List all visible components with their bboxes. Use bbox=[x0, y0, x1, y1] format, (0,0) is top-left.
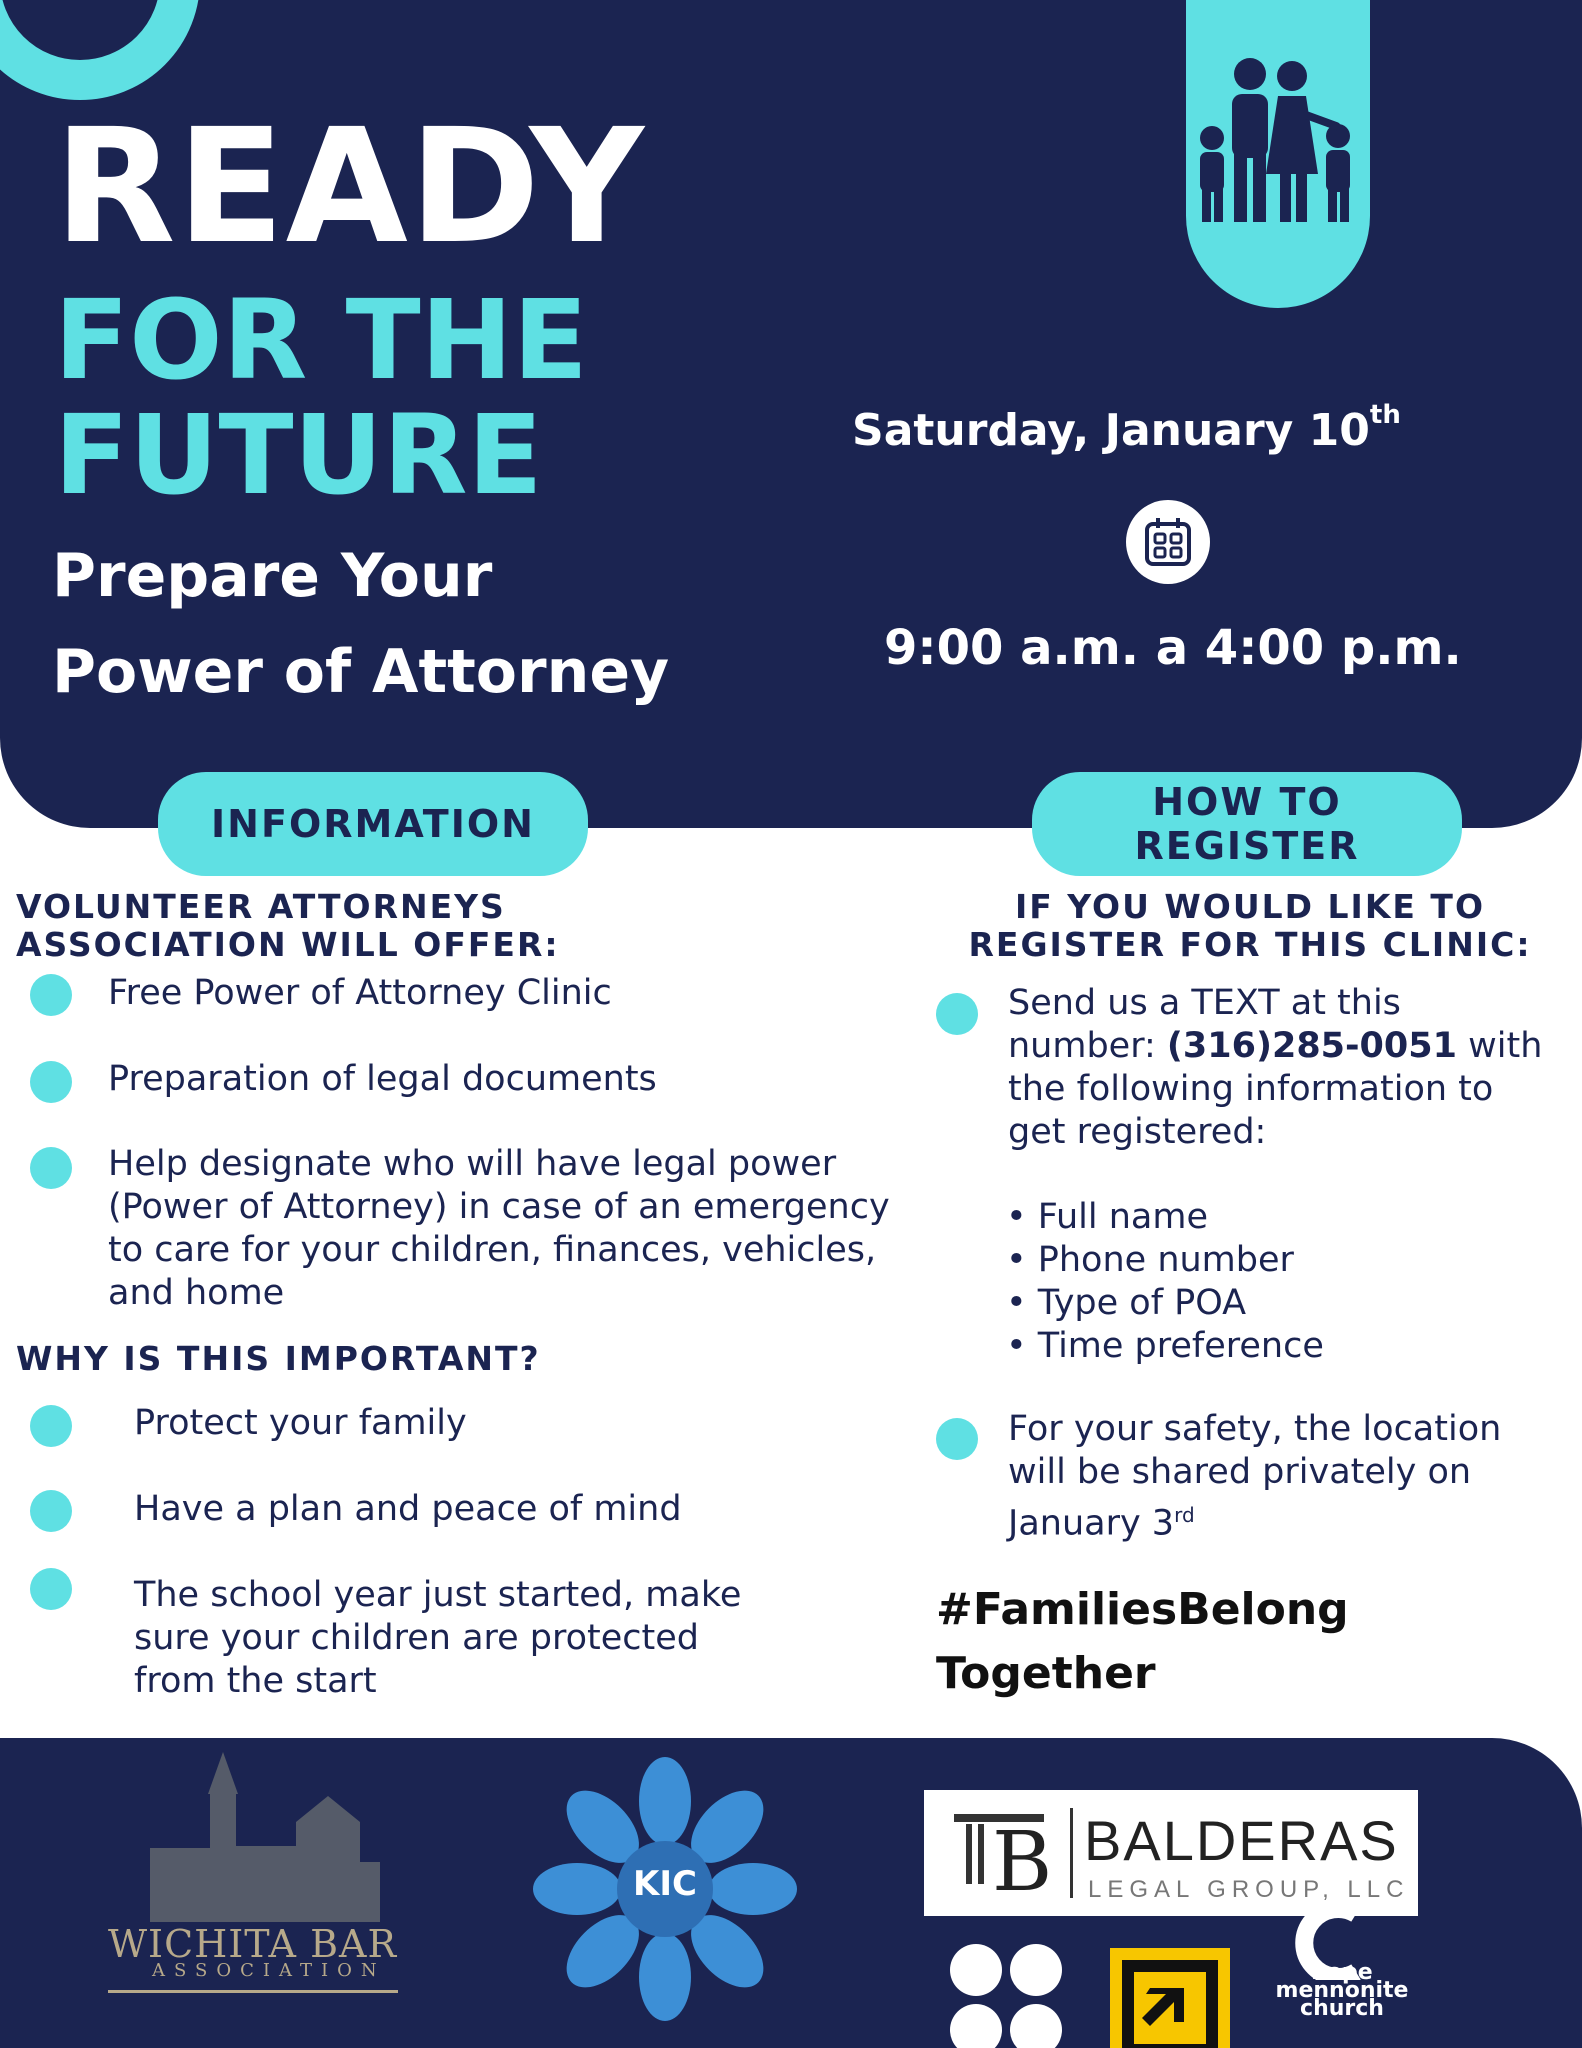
required-fields-list bbox=[1006, 1196, 1324, 1368]
hope-mennonite-church bbox=[1262, 1960, 1422, 2021]
offer-line: (Power of Attorney) in case of an emergency bbox=[108, 1187, 890, 1227]
balderas-name: BALDERAS bbox=[1084, 1809, 1399, 1872]
event-date bbox=[852, 400, 1472, 456]
offer-item-emergency bbox=[108, 1143, 890, 1315]
hope-line: church bbox=[1300, 1996, 1384, 2021]
arrow-icon bbox=[1110, 1948, 1230, 2048]
field-item: • Phone number bbox=[1006, 1240, 1294, 1280]
safety-line: will be shared privately on bbox=[1008, 1452, 1472, 1492]
volunteer-heading-line2: ASSOCIATION WILL OFFER: bbox=[16, 925, 560, 964]
family-icon bbox=[1186, 40, 1370, 240]
register-heading-line1: IF YOU WOULD LIKE TO bbox=[1015, 887, 1485, 926]
offer-item: Preparation of legal documents bbox=[108, 1059, 657, 1099]
field-item: • Type of POA bbox=[1006, 1283, 1247, 1323]
offer-item: Free Power of Attorney Clinic bbox=[108, 973, 612, 1013]
bullet-dot bbox=[30, 974, 72, 1016]
why-item-school bbox=[134, 1574, 741, 1703]
balderas-divider bbox=[1070, 1808, 1073, 1898]
wichita-divider bbox=[108, 1990, 398, 1993]
field-item: • Time preference bbox=[1006, 1326, 1324, 1366]
why-item: Protect your family bbox=[134, 1403, 467, 1443]
safety-line: For your safety, the location bbox=[1008, 1409, 1502, 1449]
phone-number: (316)285-0051 bbox=[1166, 1026, 1457, 1066]
safety-line: January 3 bbox=[1008, 1503, 1175, 1544]
register-heading-line2: REGISTER FOR THIS CLINIC: bbox=[968, 925, 1532, 964]
why-line: sure your children are protected bbox=[134, 1618, 700, 1658]
balderas-pillar-icon bbox=[948, 1808, 1058, 1900]
register-phone-line bbox=[1008, 1025, 1542, 1068]
register-pill-line2: REGISTER bbox=[1134, 824, 1360, 868]
bullet-dot bbox=[30, 1061, 72, 1103]
headline-ready: READY bbox=[54, 95, 645, 279]
hashtag-line2: Together bbox=[936, 1648, 1156, 1699]
register-pill-line1: HOW TO bbox=[1152, 780, 1342, 824]
volunteer-heading bbox=[16, 888, 560, 964]
hashtag bbox=[936, 1578, 1349, 1706]
bullet-dot bbox=[30, 1568, 72, 1610]
offer-line: to care for your children, finances, vehicles, bbox=[108, 1230, 877, 1270]
bullet-dot bbox=[30, 1490, 72, 1532]
register-line: the following information to bbox=[1008, 1069, 1494, 1109]
register-instructions bbox=[1008, 982, 1542, 1154]
register-line: number: bbox=[1008, 1026, 1156, 1066]
hashtag-line1: #FamiliesBelong bbox=[936, 1584, 1349, 1635]
safety-date-line bbox=[1008, 1494, 1501, 1546]
volunteer-heading-line1: VOLUNTEER ATTORNEYS bbox=[16, 887, 506, 926]
balderas-subtitle: LEGAL GROUP, LLC bbox=[1088, 1876, 1410, 1903]
quilt-logo bbox=[946, 1940, 1066, 2048]
bullet-dot bbox=[30, 1405, 72, 1447]
wichita-bar-name: WICHITA BAR bbox=[108, 1922, 398, 1966]
information-pill: INFORMATION bbox=[158, 772, 588, 876]
why-item: Have a plan and peace of mind bbox=[134, 1489, 682, 1529]
register-line: Send us a TEXT at this bbox=[1008, 983, 1401, 1023]
bullet-dot bbox=[936, 993, 978, 1035]
register-line: get registered: bbox=[1008, 1112, 1267, 1152]
bullet-dot bbox=[30, 1147, 72, 1189]
wichita-bar-association: ASSOCIATION bbox=[152, 1960, 386, 1981]
safety-note bbox=[1008, 1408, 1501, 1546]
how-to-register-pill bbox=[1032, 772, 1462, 876]
event-date-main: Saturday, January 10 bbox=[852, 405, 1370, 456]
bullet-dot bbox=[936, 1418, 978, 1460]
hope-line: hope bbox=[1311, 1960, 1373, 1985]
offer-line: Help designate who will have legal power bbox=[108, 1144, 837, 1184]
headline-future: FUTURE bbox=[54, 391, 543, 519]
event-date-suffix: th bbox=[1369, 400, 1401, 430]
register-heading bbox=[940, 888, 1560, 964]
register-line: with bbox=[1468, 1026, 1543, 1066]
why-line: The school year just started, make bbox=[134, 1575, 742, 1615]
balderas-logo bbox=[924, 1790, 1418, 1916]
subtitle-line2: Power of Attorney bbox=[52, 637, 670, 707]
kic-label: KIC bbox=[633, 1864, 697, 1904]
hope-line: mennonite bbox=[1275, 1978, 1409, 2003]
subtitle-line1: Prepare Your bbox=[52, 541, 493, 611]
safety-date-suffix: rd bbox=[1174, 1503, 1195, 1527]
offer-line: and home bbox=[108, 1273, 285, 1313]
headline-for-the: FOR THE bbox=[54, 276, 588, 404]
family-badge bbox=[1186, 0, 1370, 308]
svg-text:B: B bbox=[992, 1815, 1053, 1900]
field-item: • Full name bbox=[1006, 1197, 1209, 1237]
irc-logo bbox=[1110, 1948, 1230, 2048]
event-time: 9:00 a.m. a 4:00 p.m. bbox=[884, 620, 1462, 676]
wichita-bar-logo bbox=[120, 1752, 420, 1922]
why-line: from the start bbox=[134, 1661, 377, 1701]
why-heading: WHY IS THIS IMPORTANT? bbox=[16, 1339, 541, 1378]
calendar-icon bbox=[1126, 500, 1210, 584]
